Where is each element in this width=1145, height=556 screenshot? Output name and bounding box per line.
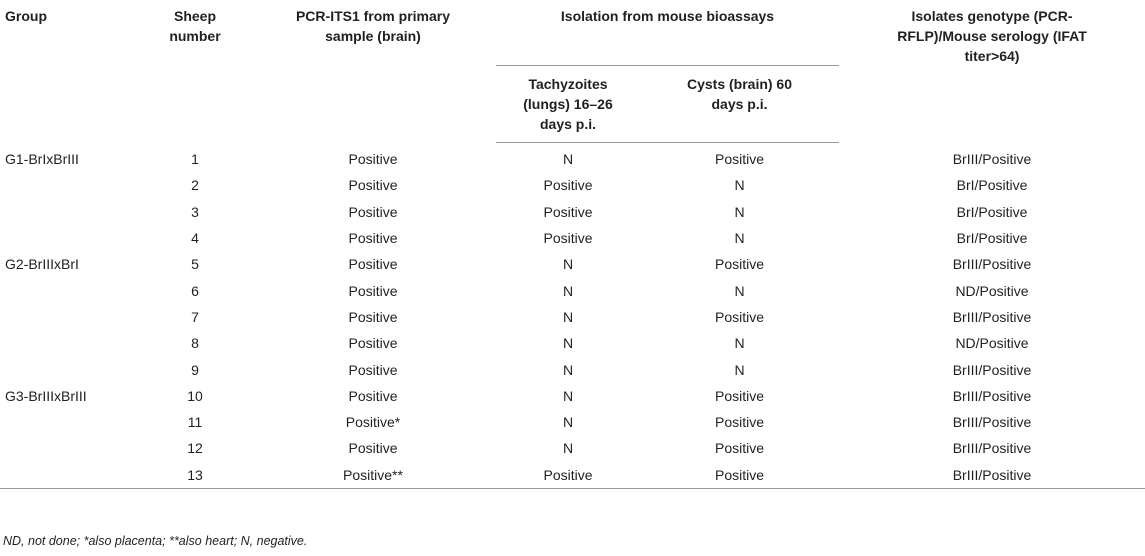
cell-sheep-number: 4: [191, 230, 199, 247]
cell-genotype: BrI/Positive: [956, 203, 1028, 220]
table-row: [0, 409, 1145, 435]
cell-group: [0, 225, 140, 251]
cell-tachyzoites: N: [562, 387, 574, 404]
header-pcr-its1: [250, 0, 496, 143]
cell-sheep-number: 2: [191, 177, 199, 194]
cell-group: G1-BrIxBrIII: [5, 150, 79, 167]
cell-pcr-its1: Positive: [348, 203, 398, 220]
table-row: [0, 304, 1145, 330]
table-row: [0, 330, 1145, 356]
cell-sheep-number: 3: [191, 203, 199, 220]
table-row: [0, 435, 1145, 461]
cell-group: G2-BrIIIxBrI: [5, 256, 79, 273]
cell-genotype: BrIII/Positive: [952, 414, 1032, 431]
table-footnote: ND, not done; *also placenta; **also heart; N, negative.: [3, 534, 308, 548]
cell-genotype: BrI/Positive: [956, 230, 1028, 247]
cell-group: [0, 330, 140, 356]
cell-cysts: N: [734, 177, 745, 194]
cell-genotype: BrIII/Positive: [952, 308, 1032, 325]
cell-pcr-its1: Positive: [348, 335, 398, 352]
cell-pcr-its1: Positive: [348, 177, 398, 194]
cell-genotype: BrIII/Positive: [952, 150, 1032, 167]
cell-tachyzoites: N: [562, 440, 574, 457]
cell-sheep-number: 9: [191, 361, 199, 378]
cell-cysts: N: [734, 282, 745, 299]
cell-cysts: Positive: [714, 440, 765, 457]
cell-genotype: ND/Positive: [955, 282, 1029, 299]
cell-sheep-number: 8: [191, 335, 199, 352]
cell-tachyzoites: N: [562, 282, 574, 299]
header-isolation-label: Isolation from mouse bioassays: [560, 8, 775, 24]
cell-group: [0, 435, 140, 461]
header-pcr-its1-label: PCR-ITS1 from primary sample (brain): [295, 8, 451, 44]
cell-sheep-number: 7: [191, 308, 199, 325]
cell-genotype: BrIII/Positive: [839, 462, 1145, 489]
header-cysts-label: Cysts (brain) 60 days p.i.: [686, 76, 793, 112]
header-tachyzoites-label: Tachyzoites (lungs) 16–26 days p.i.: [523, 76, 613, 132]
table-row: [0, 225, 1145, 251]
cell-cysts: Positive: [714, 387, 765, 404]
table-row: [0, 277, 1145, 303]
cell-genotype: BrIII/Positive: [952, 256, 1032, 273]
cell-sheep-number: 12: [187, 440, 203, 457]
cell-genotype: BrIII/Positive: [952, 387, 1032, 404]
table-row: [0, 199, 1145, 225]
cell-tachyzoites: N: [562, 335, 574, 352]
cell-genotype: BrIII/Positive: [952, 440, 1032, 457]
header-group: Group: [5, 8, 47, 24]
cell-cysts: N: [734, 230, 745, 247]
cell-tachyzoites: Positive: [543, 203, 593, 220]
cell-pcr-its1: Positive*: [345, 414, 401, 431]
cell-cysts: N: [734, 203, 745, 220]
cell-group: [0, 199, 140, 225]
header-genotype-label: Isolates genotype (PCR-RFLP)/Mouse serology (IFAT titer>64): [897, 8, 1087, 64]
cell-cysts: Positive: [640, 462, 839, 489]
cell-pcr-its1: Positive: [348, 230, 398, 247]
cell-pcr-its1: Positive: [348, 150, 398, 167]
cell-cysts: N: [734, 361, 745, 378]
header-isolation: [496, 0, 839, 66]
cell-cysts: Positive: [714, 414, 765, 431]
cell-group: G3-BrIIIxBrIII: [5, 387, 87, 404]
cell-tachyzoites: N: [562, 414, 574, 431]
table-row: [0, 172, 1145, 198]
cell-cysts: Positive: [714, 308, 765, 325]
cell-tachyzoites: Positive: [543, 230, 593, 247]
cell-sheep-number: 5: [191, 256, 199, 273]
cell-group: [0, 356, 140, 382]
cell-tachyzoites: Positive: [543, 177, 593, 194]
table-row: [0, 251, 1145, 277]
cell-pcr-its1: Positive: [348, 308, 398, 325]
cell-pcr-its1: Positive: [348, 387, 398, 404]
cell-cysts: N: [734, 335, 745, 352]
table-row: [0, 462, 1145, 489]
cell-pcr-its1: Positive: [348, 361, 398, 378]
table-row: [0, 383, 1145, 409]
cell-tachyzoites: N: [562, 256, 574, 273]
header-genotype: [839, 0, 1145, 143]
header-sheep-number-label: Sheep number: [169, 8, 221, 44]
cell-sheep-number: 13: [140, 462, 250, 489]
cell-group: [0, 409, 140, 435]
header-cysts: [640, 66, 839, 143]
cell-group: [0, 462, 140, 489]
header-tachyzoites: [496, 66, 640, 143]
cell-pcr-its1: Positive: [348, 282, 398, 299]
cell-pcr-its1: Positive**: [250, 462, 496, 489]
cell-genotype: BrIII/Positive: [952, 361, 1032, 378]
table-body: [0, 143, 1145, 489]
cell-tachyzoites: Positive: [496, 462, 640, 489]
header-sheep-number: [140, 0, 250, 143]
table-header: [0, 0, 1145, 143]
cell-group: [0, 304, 140, 330]
table-row: [0, 356, 1145, 382]
cell-group: [0, 172, 140, 198]
table-row: [0, 143, 1145, 173]
cell-sheep-number: 6: [191, 282, 199, 299]
cell-sheep-number: 11: [187, 414, 203, 431]
cell-genotype: ND/Positive: [955, 335, 1029, 352]
cell-genotype: BrI/Positive: [956, 177, 1028, 194]
cell-cysts: Positive: [714, 151, 765, 168]
cell-group: [0, 277, 140, 303]
cell-pcr-its1: Positive: [348, 440, 398, 457]
cell-pcr-its1: Positive: [348, 256, 398, 273]
cell-tachyzoites: N: [562, 151, 574, 168]
cell-tachyzoites: N: [562, 308, 574, 325]
cell-sheep-number: 1: [191, 150, 199, 167]
cell-tachyzoites: N: [562, 361, 574, 378]
cell-cysts: Positive: [714, 256, 765, 273]
cell-sheep-number: 10: [187, 387, 203, 404]
